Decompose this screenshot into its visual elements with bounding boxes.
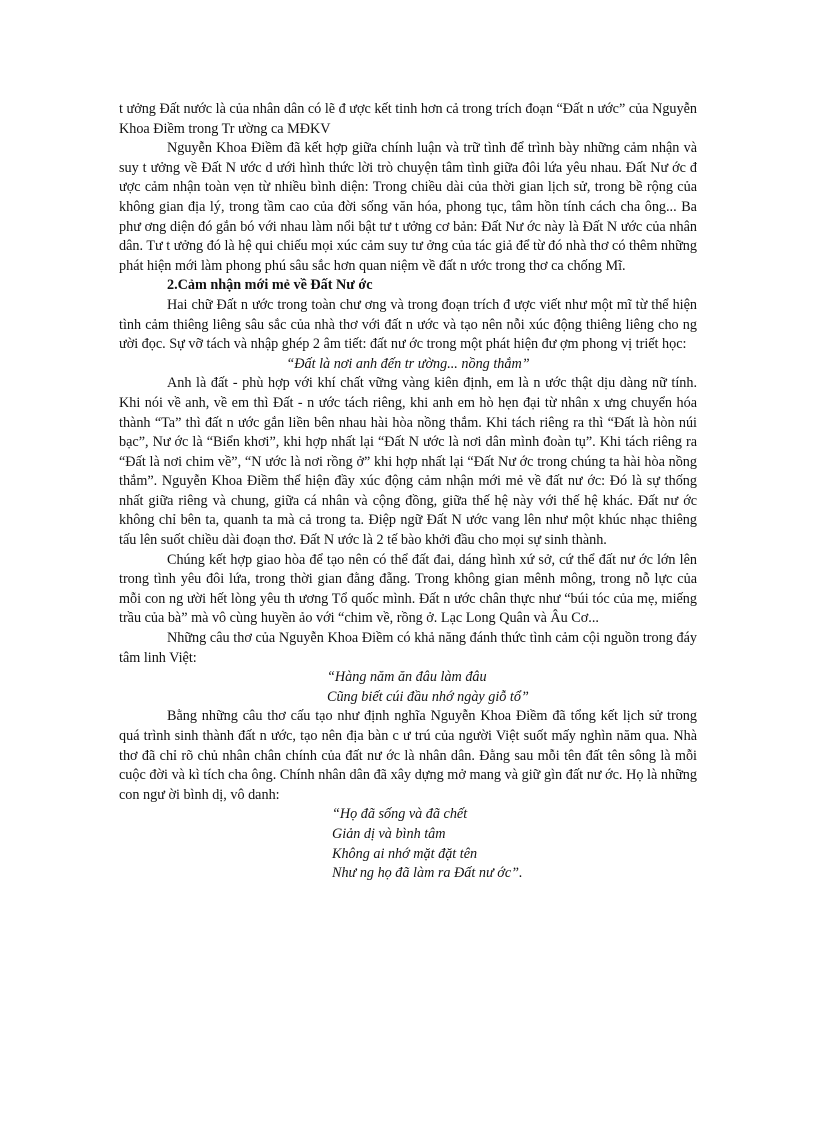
paragraph-7: Bằng những câu thơ cấu tạo như định nghĩa Nguyễn Khoa Điềm đã tổng kết lịch sử trong quá trình sinh thành đất n ước, tạo nên địa bàn c ư trú của người Việt suốt mấy nghìn năm qua. Nhà thơ đã chỉ rõ chủ nhân chân chính của đất nư ớc là nhân dân. Đằng sau mỗi tên đất tên sông là mỗi cuộc đời và kì tích cha ông. Chính nhân dân đã xây dựng mở mang và giữ gìn đất nư ớc. Họ là những con ngư ời bình dị, vô danh: [119,708,697,803]
poem-line: Giản dị và bình tâm [332,825,446,842]
poem-line: Cũng biết cúi đầu nhớ ngày giỗ tổ” [327,688,529,705]
quote-line: “Đất là nơi anh đến tr ường... nồng thắm” [286,355,530,372]
poem-stanza-2 [119,805,697,883]
poem-stanza-1 [119,668,697,707]
section-heading: 2.Cảm nhận mới mẻ về Đất Nư ớc [167,277,373,294]
paragraph-6: Những câu thơ của Nguyễn Khoa Điềm có khả năng đánh thức tình cảm cội nguồn trong đáy tâm linh Việt: [119,630,697,666]
paragraph-1: t ưởng Đất nước là của nhân dân có lẽ đ ược kết tinh hơn cả trong trích đoạn “Đất n ước” của Nguyễn Khoa Điềm trong Tr ường ca MĐKV [119,101,697,137]
paragraph-2: Nguyễn Khoa Điềm đã kết hợp giữa chính luận và trữ tình để trình bày những cảm nhận và suy t ưởng về Đất N ước d ưới hình thức lời trò chuyện tâm tình giữa đôi lứa yêu nhau. Đất Nư ớc đ ược cảm nhận toàn vẹn từ nhiều bình diện: Trong chiều dài của thời gian lịch sử, trong bề rộng của không gian địa lý, trong tầm cao của đời sống văn hóa, phong tục, tâm hồn tính cách cha ông... Ba phư ơng diện đó gắn bó với nhau làm nổi bật tư t ưởng cơ bản: Đất Nư ớc này là Đất N ước của nhân dân. Tư t ưởng đó là hệ qui chiếu mọi xúc cảm suy tư ởng của tác giả để từ đó nhà thơ có thêm những phát hiện mới làm phong phú sâu sắc hơn quan niệm về đất n ước trong thơ ca chống Mĩ. [119,140,697,274]
paragraph-4: Anh là đất - phù hợp với khí chất vững vàng kiên định, em là n ước thật dịu dàng nữ tính. Khi nói về anh, về em thì Đất - n ước tách riêng, khi anh em hò hẹn đại từ nhân x ưng chuyển hóa thành “Ta” thì đất n ước gắn liền bên nhau hài hòa nồng thắm. Khi tách riêng ra thì “Đất là hòn núi bạc”, Nư ớc là “Biển khơi”, khi hợp nhất lại “Đất N ước là nơi dân mình đoàn tụ”. Khi tách riêng ra “Đất là nơi chim về”, “N ước là nơi rồng ở” khi hợp nhất lại “Đất Nư ớc trong chúng ta hài hòa nồng thắm”. Nguyễn Khoa Điềm thể hiện đầy xúc động cảm nhận mới mẻ về đất nư ớc: Đó là sự thống nhất giữa riêng và chung, giữa cá nhân và cộng đồng, giữa thế hệ này với thế hệ khác. Đất nư ớc không chỉ bên ta, quanh ta mà cả trong ta. Điệp ngữ Đất N ước vang lên như một khúc nhạc thiêng tấu lên suốt chiều dài đoạn thơ. Đất N ước là 2 tế bào khởi đầu cho mọi sự sinh thành. [119,375,697,549]
poem-line: Như ng họ đã làm ra Đất nư ớc”. [332,865,523,882]
paragraph-3: Hai chữ Đất n ước trong toàn chư ơng và trong đoạn trích đ ược viết như một mĩ từ thể hiện tình cảm thiêng liêng sâu sắc của nhà thơ với đất n ước và tạo nên nỗi xúc động thiêng liêng cho ng ười đọc. Sự vỡ tách và nhập ghép 2 âm tiết: đất nư ớc trong một phát hiện đư ợm phong vị triết học: [119,296,697,353]
poem-line: “Hàng năm ăn đâu làm đâu [327,669,487,686]
poem-line: “Họ đã sống và đã chết [332,806,468,823]
document-page [119,100,697,884]
paragraph-5: Chúng kết hợp giao hòa để tạo nên có thể đất đai, dáng hình xứ sở, cứ thể đất nư ớc lớn lên trong tình yêu đôi lứa, trong thời gian đằng đẵng. Trong không gian mênh mông, trong nỗ lực của mỗi con ng ười hết lòng yêu th ương Tổ quốc mình. Đất n ước chân thực như “búi tóc của mẹ, miếng trầu của bà” mà vô cùng huyền ảo với “chim về, rồng ở. Lạc Long Quân và Âu Cơ... [119,551,697,627]
poem-line: Không ai nhớ mặt đặt tên [332,845,478,862]
